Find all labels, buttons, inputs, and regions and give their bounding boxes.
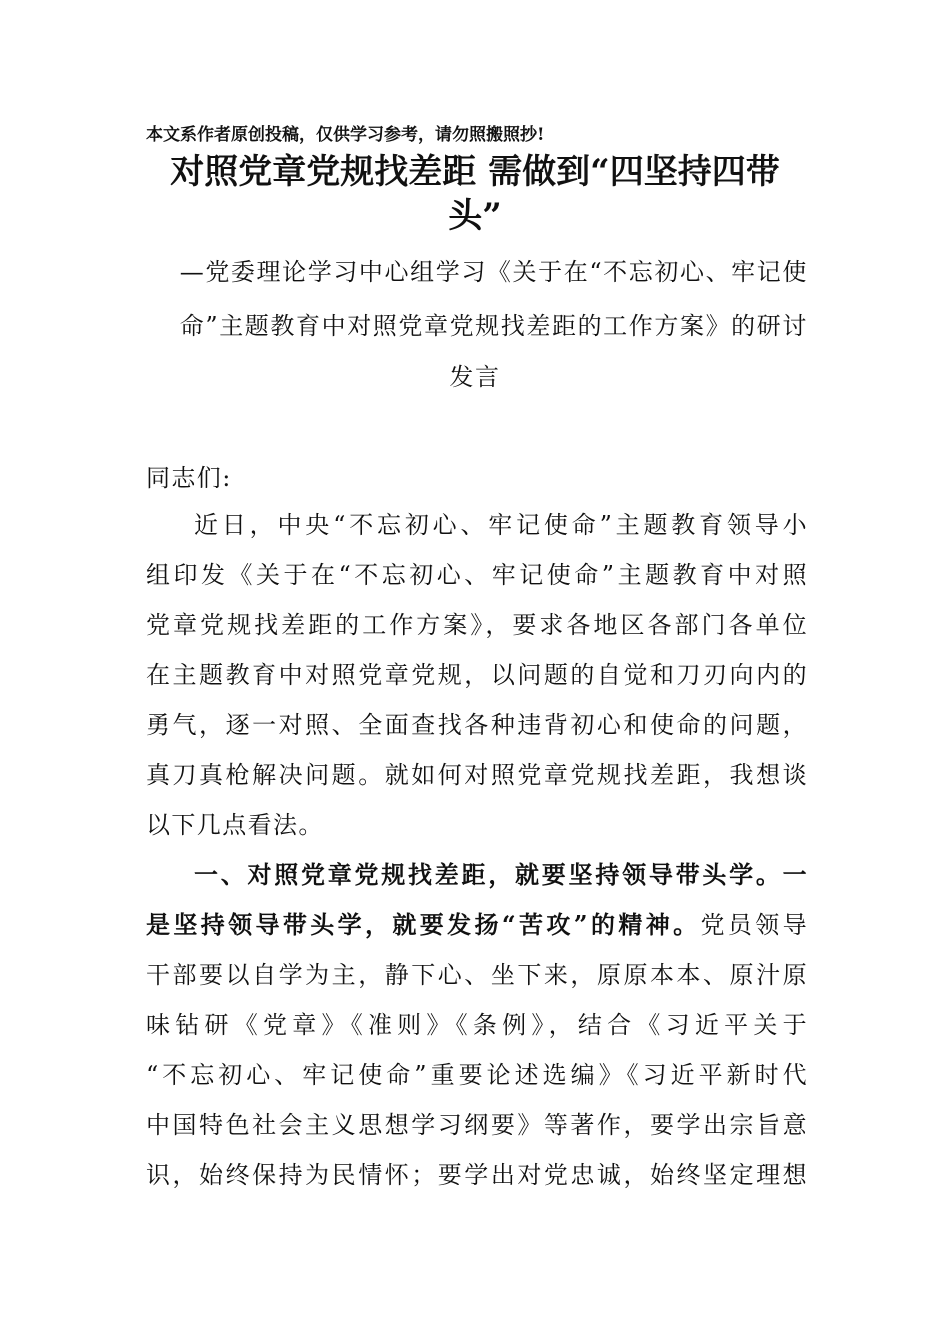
section-line: 干部要以自学为主，静下心、坐下来，原原本本、原汁原	[146, 961, 808, 989]
paragraph-line: 在主题教育中对照党章党规，以问题的自觉和刀刃向内的	[146, 661, 808, 689]
title-line-1: 对照党章党规找差距 需做到“四坚持四带	[170, 152, 780, 192]
paragraph-line: 勇气，逐一对照、全面查找各种违背初心和使命的问题，	[146, 711, 808, 739]
copyright-notice: 本文系作者原创投稿，仅供学习参考，请勿照搬照抄!	[146, 125, 545, 145]
section-heading: 一、对照党章党规找差距，就要坚持领导带头学。一	[194, 860, 808, 889]
bold-lead: 是坚持领导带头学，就要发扬“苦攻”的精神。	[146, 910, 701, 939]
subtitle-line-2: 命”主题教育中对照党章党规找差距的工作方案》的研讨	[179, 312, 808, 340]
paragraph-line: 党章党规找差距的工作方案》，要求各地区各部门各单位	[146, 611, 808, 639]
salutation: 同志们:	[146, 464, 232, 492]
section-line-mixed	[146, 905, 808, 945]
section-line: 味钻研《党章》《准则》《条例》，结合《习近平关于	[146, 1011, 808, 1039]
lead-rest: 党员领导	[700, 911, 808, 939]
title-line-2: 头”	[448, 196, 502, 236]
paragraph-line: 以下几点看法。	[146, 811, 324, 839]
section-line: 中国特色社会主义思想学习纲要》等著作，要学出宗旨意	[146, 1111, 808, 1139]
paragraph-line: 组印发《关于在“不忘初心、牢记使命”主题教育中对照	[146, 561, 808, 589]
section-line: 识，始终保持为民情怀；要学出对党忠诚，始终坚定理想	[146, 1161, 808, 1189]
subtitle-line-1: —党委理论学习中心组学习《关于在“不忘初心、牢记使	[179, 258, 808, 286]
subtitle-line-3: 发言	[449, 363, 501, 391]
paragraph-line: 近日，中央“不忘初心、牢记使命”主题教育领导小	[194, 511, 808, 539]
paragraph-line: 真刀真枪解决问题。就如何对照党章党规找差距，我想谈	[146, 761, 808, 789]
section-line: “不忘初心、牢记使命”重要论述选编》《习近平新时代	[146, 1061, 808, 1089]
